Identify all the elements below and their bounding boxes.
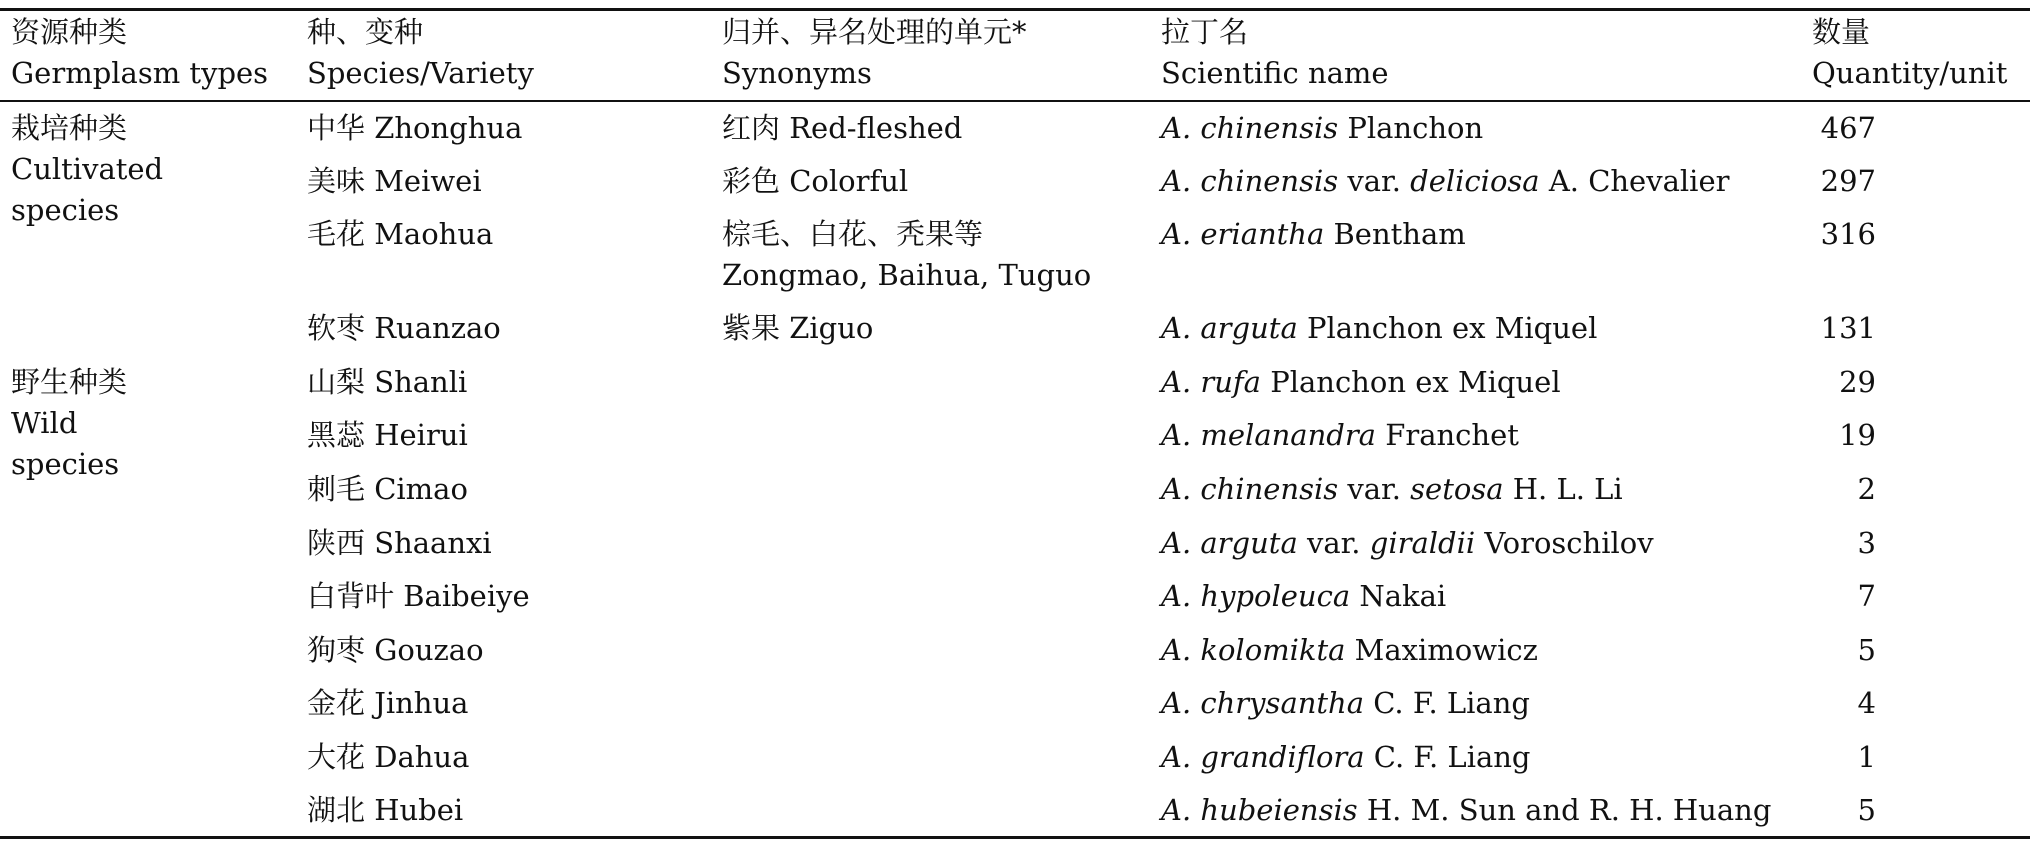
scientific-name-cell xyxy=(1161,683,1530,724)
scientific-genus: A. xyxy=(1161,793,1192,827)
group-label-zh: 野生种类 xyxy=(11,365,128,399)
header-species xyxy=(307,12,534,94)
scientific-author: Voroschilov xyxy=(1484,526,1654,560)
scientific-genus: A. xyxy=(1161,579,1192,613)
quantity-cell: 5 xyxy=(1857,633,1876,667)
synonym-line: 彩色 Colorful xyxy=(722,164,909,198)
synonym-cell xyxy=(722,308,873,349)
group-label-en: species xyxy=(11,193,120,227)
species-cell: 刺毛 Cimao xyxy=(307,472,468,506)
scientific-genus: A. xyxy=(1161,311,1192,345)
quantity-cell: 297 xyxy=(1820,164,1876,198)
header-synonyms xyxy=(722,12,1027,94)
quantity-cell: 467 xyxy=(1820,111,1876,145)
scientific-genus: A. xyxy=(1161,740,1192,774)
scientific-var-marker: var. xyxy=(1347,164,1401,198)
scientific-epithet: eriantha xyxy=(1200,217,1325,251)
synonym-line: 红肉 Red-fleshed xyxy=(722,111,963,145)
species-cell: 狗枣 Gouzao xyxy=(307,633,484,667)
species-cell: 大花 Dahua xyxy=(307,740,470,774)
quantity-cell: 1 xyxy=(1857,740,1876,774)
scientific-epithet: arguta xyxy=(1200,311,1298,345)
header-germplasm-types xyxy=(11,12,268,94)
quantity-cell: 19 xyxy=(1839,418,1876,452)
scientific-genus: A. xyxy=(1161,472,1192,506)
scientific-epithet: chinensis xyxy=(1200,111,1339,145)
scientific-author: H. M. Sun and R. H. Huang xyxy=(1366,793,1772,827)
scientific-author: Nakai xyxy=(1359,579,1447,613)
scientific-name-cell xyxy=(1161,362,1561,403)
scientific-epithet: hypoleuca xyxy=(1200,579,1351,613)
scientific-var-marker: var. xyxy=(1306,526,1361,560)
synonym-line: Zongmao, Baihua, Tuguo xyxy=(722,258,1092,292)
quantity-cell: 316 xyxy=(1820,217,1876,251)
quantity-cell: 2 xyxy=(1857,472,1876,506)
scientific-genus: A. xyxy=(1161,418,1192,452)
synonym-line: 棕毛、白花、秃果等 xyxy=(722,217,984,251)
group-label-wild xyxy=(11,362,127,485)
scientific-author: Maximowicz xyxy=(1354,633,1538,667)
scientific-genus: A. xyxy=(1161,365,1192,399)
header-quantity-zh: 数量 xyxy=(1812,15,1871,49)
quantity-cell: 7 xyxy=(1857,579,1876,613)
scientific-name-cell xyxy=(1161,469,1623,510)
scientific-epithet: chinensis xyxy=(1200,472,1339,506)
scientific-author: C. F. Liang xyxy=(1373,740,1531,774)
species-cell: 白背叶 Baibeiye xyxy=(307,579,530,613)
species-cell: 毛花 Maohua xyxy=(307,217,494,251)
scientific-name-cell xyxy=(1161,523,1654,564)
scientific-author: Planchon ex Miquel xyxy=(1306,311,1598,345)
species-cell: 软枣 Ruanzao xyxy=(307,311,501,345)
synonym-cell xyxy=(722,161,908,202)
scientific-genus: A. xyxy=(1161,526,1192,560)
scientific-genus: A. xyxy=(1161,164,1192,198)
quantity-cell: 5 xyxy=(1857,793,1876,827)
header-germplasm-types-en: Germplasm types xyxy=(11,56,269,90)
scientific-name-cell xyxy=(1161,161,1729,202)
quantity-cell: 131 xyxy=(1820,311,1876,345)
header-species-zh: 种、变种 xyxy=(307,15,424,49)
scientific-epithet: chinensis xyxy=(1200,164,1339,198)
species-cell: 金花 Jinhua xyxy=(307,686,469,720)
table-header-rule xyxy=(0,100,2030,102)
scientific-author: Bentham xyxy=(1333,217,1466,251)
quantity-cell: 3 xyxy=(1857,526,1876,560)
header-quantity xyxy=(1812,12,2007,94)
header-quantity-en: Quantity/unit xyxy=(1812,56,2008,90)
header-scientific-name xyxy=(1161,12,1389,94)
scientific-author: A. Chevalier xyxy=(1548,164,1730,198)
scientific-name-cell xyxy=(1161,214,1466,255)
scientific-genus: A. xyxy=(1161,633,1192,667)
scientific-name-cell xyxy=(1161,630,1538,671)
table-bottom-rule xyxy=(0,836,2030,839)
group-label-cultivated xyxy=(11,108,163,231)
quantity-cell: 4 xyxy=(1857,686,1876,720)
scientific-author: H. L. Li xyxy=(1512,472,1623,506)
synonym-line: 紫果 Ziguo xyxy=(722,311,874,345)
scientific-name-cell xyxy=(1161,108,1483,149)
group-label-en: Cultivated xyxy=(11,152,164,186)
scientific-author: Planchon xyxy=(1347,111,1484,145)
scientific-genus: A. xyxy=(1161,111,1192,145)
scientific-variety-epithet: deliciosa xyxy=(1410,164,1540,198)
synonym-cell xyxy=(722,214,1091,296)
table-top-rule xyxy=(0,8,2030,11)
species-cell: 中华 Zhonghua xyxy=(307,111,523,145)
scientific-epithet: grandiflora xyxy=(1200,740,1365,774)
header-germplasm-types-zh: 资源种类 xyxy=(11,15,128,49)
scientific-name-cell xyxy=(1161,308,1597,349)
species-cell: 美味 Meiwei xyxy=(307,164,482,198)
group-label-zh: 栽培种类 xyxy=(11,111,128,145)
scientific-name-cell xyxy=(1161,737,1531,778)
scientific-epithet: melanandra xyxy=(1200,418,1376,452)
species-cell: 陕西 Shaanxi xyxy=(307,526,492,560)
scientific-epithet: chrysantha xyxy=(1200,686,1365,720)
scientific-epithet: kolomikta xyxy=(1200,633,1346,667)
header-species-en: Species/Variety xyxy=(307,56,534,90)
header-scientific-name-zh: 拉丁名 xyxy=(1161,15,1249,49)
species-cell: 黑蕊 Heirui xyxy=(307,418,468,452)
scientific-var-marker: var. xyxy=(1347,472,1401,506)
species-cell: 湖北 Hubei xyxy=(307,793,464,827)
header-synonyms-en: Synonyms xyxy=(722,56,872,90)
group-label-en: Wild xyxy=(11,406,78,440)
scientific-author: C. F. Liang xyxy=(1373,686,1530,720)
scientific-variety-epithet: giraldii xyxy=(1369,526,1476,560)
header-scientific-name-en: Scientific name xyxy=(1161,56,1389,90)
scientific-name-cell xyxy=(1161,790,1771,831)
scientific-epithet: arguta xyxy=(1200,526,1298,560)
scientific-author: Franchet xyxy=(1385,418,1519,452)
scientific-author: Planchon ex Miquel xyxy=(1270,365,1561,399)
scientific-variety-epithet: setosa xyxy=(1410,472,1504,506)
scientific-genus: A. xyxy=(1161,686,1192,720)
scientific-genus: A. xyxy=(1161,217,1192,251)
scientific-epithet: hubeiensis xyxy=(1200,793,1358,827)
scientific-epithet: rufa xyxy=(1200,365,1261,399)
species-cell: 山梨 Shanli xyxy=(307,365,468,399)
scientific-name-cell xyxy=(1161,415,1519,456)
header-synonyms-zh: 归并、异名处理的单元* xyxy=(722,15,1027,49)
quantity-cell: 29 xyxy=(1839,365,1876,399)
group-label-en: species xyxy=(11,447,120,481)
scientific-name-cell xyxy=(1161,576,1446,617)
synonym-cell xyxy=(722,108,962,149)
